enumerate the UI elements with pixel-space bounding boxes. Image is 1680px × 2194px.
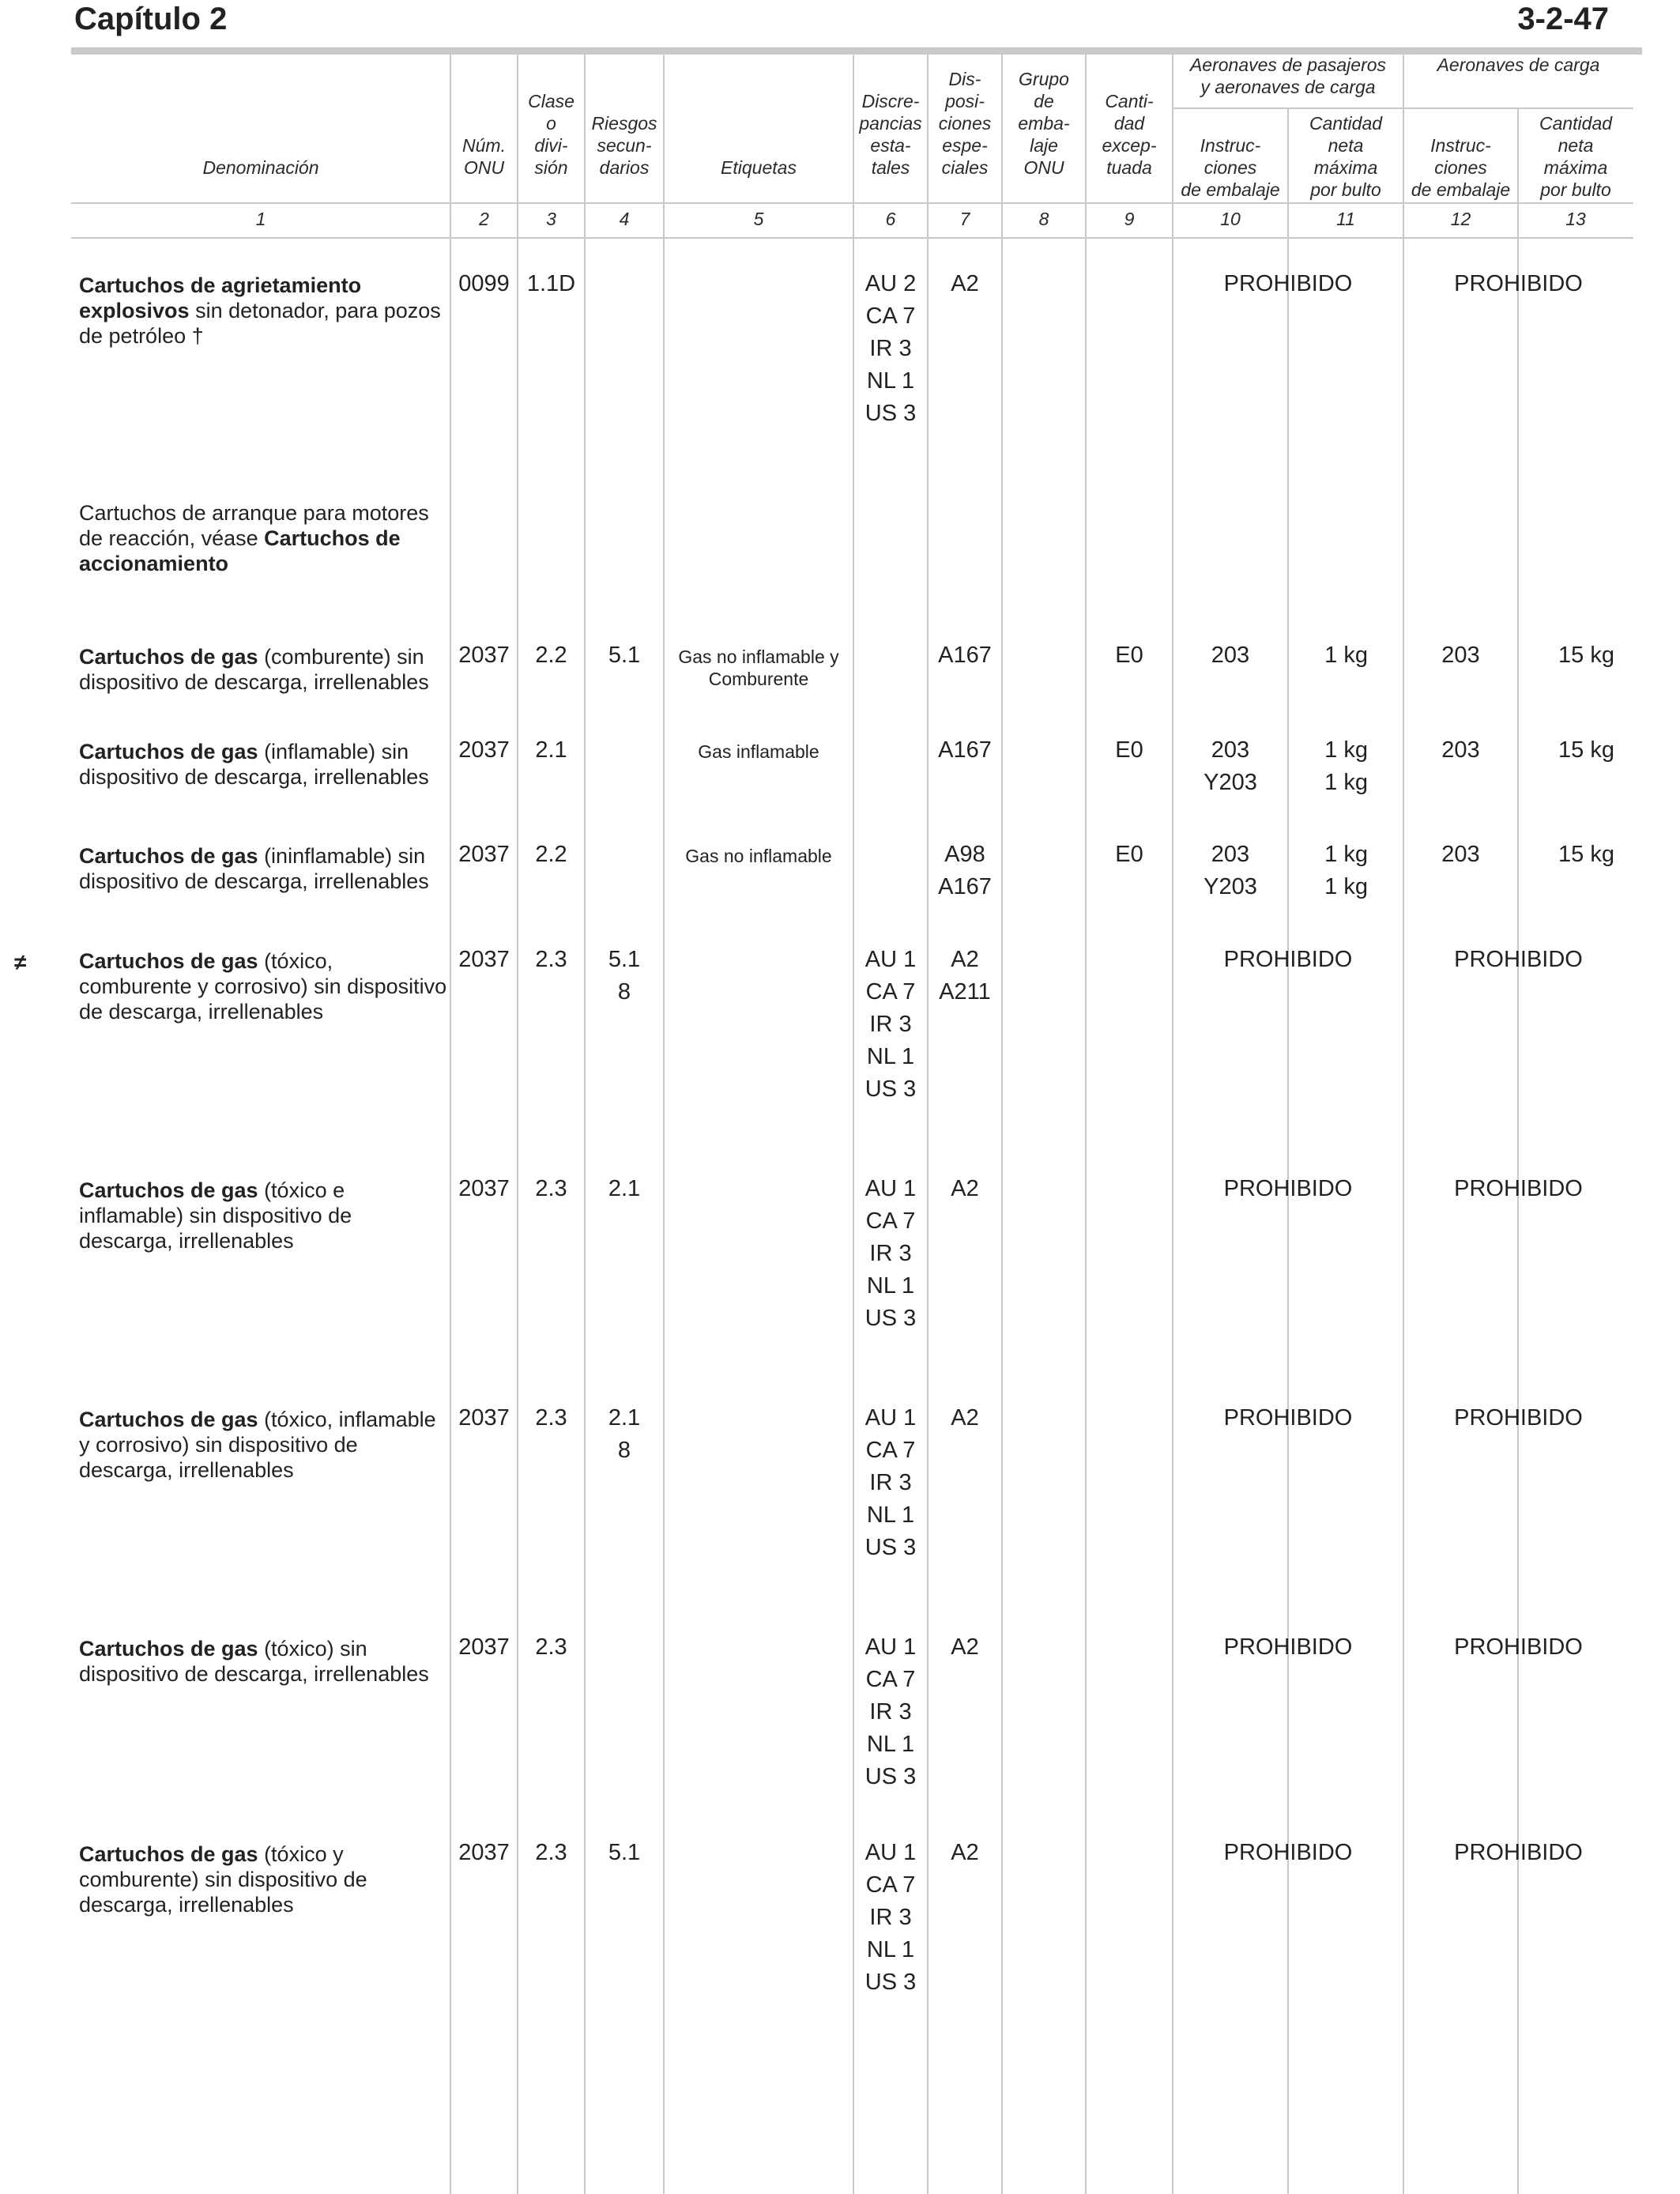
cell-line: A2 <box>951 1634 979 1660</box>
column-header-7: Dis- posi- ciones espe- ciales <box>938 69 992 178</box>
column-number: 7 <box>959 209 970 229</box>
max-qty-cargo: 15 kg <box>1558 643 1614 668</box>
cell-line: CA 7 <box>865 1208 916 1234</box>
column-number: 4 <box>619 209 630 229</box>
cell-line: US 3 <box>864 1970 917 1995</box>
column-number: 3 <box>546 209 556 229</box>
un-number: 2037 <box>458 1840 510 1865</box>
cell-line: CA 7 <box>865 979 916 1005</box>
cell-line: IR 3 <box>869 336 912 361</box>
cell-line: A2 <box>951 271 979 296</box>
chapter-title: Capítulo 2 <box>74 2 228 36</box>
cell-line: IR 3 <box>869 1470 912 1495</box>
prohibited-passenger: PROHIBIDO <box>1223 947 1353 972</box>
cell-line: CA 7 <box>865 1438 916 1463</box>
cell-line: A167 <box>938 874 992 899</box>
packing-instruction-pax <box>1173 734 1288 799</box>
un-number: 2037 <box>458 1405 510 1431</box>
entry-name-text: (inflamable) sin dispositivo de descarga, irrellenables <box>79 740 429 789</box>
column-divider <box>663 51 665 2194</box>
cell-line: NL 1 <box>866 368 915 394</box>
entry-name-text: Cartuchos de arranque para motores de reacción, véase <box>79 501 429 550</box>
cell-line: AU 1 <box>864 947 917 972</box>
state-variations <box>853 1631 928 1793</box>
entry-name-text: (tóxico y comburente) sin dispositivo de descarga, irrellenables <box>79 1842 367 1917</box>
subsidiary-risks <box>585 1173 664 1205</box>
un-number: 2037 <box>458 842 510 867</box>
column-divider <box>517 51 518 2194</box>
hazard-label: Gas no inflamable <box>685 846 832 866</box>
entry-name-text: (tóxico e inflamable) sin dispositivo de descarga, irrellenables <box>79 1178 352 1253</box>
entry-name-bold: Cartuchos de agrietamiento explosivos <box>79 273 362 322</box>
un-number: 2037 <box>458 947 510 972</box>
cell-line: 1 kg <box>1324 643 1368 668</box>
cell-line: A167 <box>938 643 992 668</box>
prohibited-cargo: PROHIBIDO <box>1454 1405 1583 1431</box>
excepted-quantity: E0 <box>1115 842 1143 867</box>
prohibited-passenger: PROHIBIDO <box>1223 1634 1353 1660</box>
cell-line: NL 1 <box>866 1732 915 1757</box>
prohibited-cargo: PROHIBIDO <box>1454 1634 1583 1660</box>
column-number: 9 <box>1124 209 1135 229</box>
state-variations <box>853 1402 928 1564</box>
column-header-2: Núm. ONU <box>462 135 506 178</box>
un-number: 2037 <box>458 737 510 763</box>
packing-instruction-cargo: 203 <box>1441 842 1480 867</box>
column-divider <box>1001 51 1003 2194</box>
entry-name-bold: Cartuchos de gas <box>79 1637 258 1661</box>
cell-line: CA 7 <box>865 1872 916 1898</box>
prohibited-cargo: PROHIBIDO <box>1454 1840 1583 1865</box>
column-number: 6 <box>885 209 896 229</box>
entry-name <box>79 948 450 1024</box>
class-division: 2.1 <box>535 737 567 763</box>
colnum-rule <box>71 237 1633 239</box>
cell-line: A2 <box>951 1176 979 1201</box>
cell-line: 5.1 <box>608 947 641 972</box>
excepted-quantity: E0 <box>1115 643 1143 668</box>
subsidiary-risks <box>585 639 664 672</box>
special-provisions <box>928 1402 1002 1434</box>
max-qty-pax <box>1288 839 1403 903</box>
column-header-9: Canti- dad excep- tuada <box>1102 91 1157 178</box>
cell-line: NL 1 <box>866 1044 915 1069</box>
state-variations <box>853 944 928 1106</box>
entry-name-text: (ininflamable) sin dispositivo de descarga, irrellenables <box>79 844 429 893</box>
un-number: 2037 <box>458 1176 510 1201</box>
prohibited-passenger: PROHIBIDO <box>1223 1840 1353 1865</box>
column-header-8: Grupo de emba- laje ONU <box>1018 69 1070 178</box>
cell-line: Y203 <box>1203 874 1257 899</box>
cell-line: CA 7 <box>865 303 916 329</box>
cell-line: IR 3 <box>869 1905 912 1930</box>
entry-name <box>79 1178 450 1253</box>
entry-name <box>79 500 450 576</box>
cell-line: NL 1 <box>866 1502 915 1528</box>
entry-name-text: (tóxico, inflamable y corrosivo) sin dispositivo de descarga, irrellenables <box>79 1408 436 1482</box>
un-number: 0099 <box>458 271 510 296</box>
cell-line: NL 1 <box>866 1937 915 1962</box>
header-bottom-rule <box>71 202 1633 204</box>
cell-line: A211 <box>939 979 991 1005</box>
cell-line: US 3 <box>864 1764 917 1789</box>
entry-name-bold: Cartuchos de gas <box>79 645 258 669</box>
header-group-passenger: Aeronaves de pasajeros y aeronaves de carga <box>1189 55 1387 97</box>
cell-line: AU 1 <box>864 1405 917 1431</box>
column-header-3: Clase o divi- sión <box>528 91 574 178</box>
hazard-label: Gas no inflamable y Comburente <box>678 647 839 689</box>
packing-instruction-cargo: 203 <box>1441 643 1480 668</box>
column-divider <box>1517 109 1519 2194</box>
cell-line: IR 3 <box>869 1699 912 1725</box>
class-division: 2.3 <box>535 1405 567 1431</box>
entry-name-bold: Cartuchos de gas <box>79 1842 258 1866</box>
column-header-1: Denominación <box>202 157 319 178</box>
column-header-5: Etiquetas <box>721 157 797 178</box>
special-provisions <box>928 1837 1002 1869</box>
cell-line: AU 1 <box>864 1634 917 1660</box>
cell-line: US 3 <box>864 401 917 426</box>
column-header-13: Cantidad neta máxima por bulto <box>1539 113 1613 200</box>
entry-name-text: (tóxico) sin dispositivo de descarga, irrellenables <box>79 1637 429 1686</box>
cell-line: 2.1 <box>608 1176 641 1201</box>
cell-line: IR 3 <box>869 1241 912 1266</box>
packing-instruction-pax <box>1173 839 1288 903</box>
class-division: 2.3 <box>535 1634 567 1660</box>
max-qty-cargo: 15 kg <box>1558 737 1614 763</box>
prohibited-cargo: PROHIBIDO <box>1454 947 1583 972</box>
entry-name-bold: Cartuchos de gas <box>79 740 258 763</box>
class-division: 1.1D <box>526 271 576 296</box>
entry-name-bold: Cartuchos de gas <box>79 1408 258 1431</box>
subsidiary-risks <box>585 1837 664 1869</box>
prohibited-passenger: PROHIBIDO <box>1223 1405 1353 1431</box>
column-header-4: Riesgos secun- darios <box>591 113 657 178</box>
column-divider <box>1403 51 1404 2194</box>
special-provisions <box>928 1631 1002 1664</box>
entry-name-text: (comburente) sin dispositivo de descarga, irrellenables <box>79 645 429 694</box>
state-variations <box>853 1173 928 1335</box>
entry-name-text: (tóxico, comburente y corrosivo) sin dispositivo de descarga, irrellenables <box>79 949 447 1023</box>
column-number: 10 <box>1220 209 1241 229</box>
column-number: 8 <box>1038 209 1049 229</box>
class-division: 2.3 <box>535 1840 567 1865</box>
column-header-6: Discre- pancias esta- tales <box>859 91 922 178</box>
column-number: 2 <box>479 209 489 229</box>
cell-line: 203 <box>1211 643 1250 668</box>
excepted-quantity: E0 <box>1115 737 1143 763</box>
prohibited-passenger: PROHIBIDO <box>1223 271 1353 296</box>
column-number: 12 <box>1450 209 1471 229</box>
revision-mark: ≠ <box>14 950 27 974</box>
cell-line: US 3 <box>864 1535 917 1560</box>
entry-name <box>79 843 450 894</box>
packing-instruction-pax <box>1173 639 1288 672</box>
prohibited-passenger: PROHIBIDO <box>1223 1176 1353 1201</box>
cell-line: 1 kg <box>1324 737 1368 763</box>
prohibited-cargo: PROHIBIDO <box>1454 1176 1583 1201</box>
column-header-12: Instruc- ciones de embalaje <box>1411 135 1511 200</box>
cell-line: 203 <box>1211 842 1250 867</box>
column-number: 11 <box>1336 209 1355 229</box>
entry-name <box>79 644 450 695</box>
cell-line: 5.1 <box>608 643 641 668</box>
max-qty-cargo: 15 kg <box>1558 842 1614 867</box>
entry-name-text: sin detonador, para pozos de petróleo † <box>79 299 441 348</box>
cell-line: A2 <box>951 947 979 972</box>
column-divider <box>584 51 586 2194</box>
cell-line: AU 1 <box>864 1840 917 1865</box>
cell-line: US 3 <box>864 1306 917 1331</box>
state-variations <box>853 268 928 430</box>
column-divider <box>1085 51 1087 2194</box>
cell-line: 5.1 <box>608 1840 641 1865</box>
class-division: 2.2 <box>535 842 567 867</box>
cell-line: A98 <box>944 842 985 867</box>
max-qty-pax <box>1288 639 1403 672</box>
special-provisions <box>928 734 1002 767</box>
header-group-cargo: Aeronaves de carga <box>1437 55 1600 75</box>
cell-line: NL 1 <box>866 1273 915 1299</box>
cell-line: US 3 <box>864 1076 917 1102</box>
class-division: 2.3 <box>535 1176 567 1201</box>
special-provisions <box>928 839 1002 903</box>
max-qty-pax <box>1288 734 1403 799</box>
cell-line: A167 <box>938 737 992 763</box>
cell-line: A2 <box>951 1840 979 1865</box>
column-divider <box>1287 109 1289 2194</box>
un-number: 2037 <box>458 643 510 668</box>
cell-line: 1 kg <box>1324 842 1368 867</box>
special-provisions <box>928 639 1002 672</box>
cell-line: Y203 <box>1203 770 1257 795</box>
cell-line: 2.1 <box>608 1405 641 1431</box>
cell-line: AU 2 <box>864 271 917 296</box>
subsidiary-risks <box>585 944 664 1008</box>
subsidiary-risks <box>585 1402 664 1467</box>
column-divider <box>1172 51 1173 2194</box>
entry-name <box>79 1842 450 1917</box>
entry-name-bold: Cartuchos de accionamiento <box>79 526 401 575</box>
packing-instruction-cargo: 203 <box>1441 737 1480 763</box>
cell-line: AU 1 <box>864 1176 917 1201</box>
cell-line: 1 kg <box>1324 770 1368 795</box>
column-header-10: Instruc- ciones de embalaje <box>1181 135 1280 200</box>
column-header-11: Cantidad neta máxima por bulto <box>1309 113 1383 200</box>
special-provisions <box>928 944 1002 1008</box>
cell-line: 8 <box>617 1438 631 1463</box>
entry-name-bold: Cartuchos de gas <box>79 949 258 973</box>
state-variations <box>853 1837 928 1999</box>
entry-name <box>79 739 450 790</box>
class-division: 2.2 <box>535 643 567 668</box>
entry-name-bold: Cartuchos de gas <box>79 844 258 868</box>
cell-line: CA 7 <box>865 1667 916 1692</box>
cell-line: 1 kg <box>1324 874 1368 899</box>
page-number: 3-2-47 <box>1517 2 1609 36</box>
hazard-label: Gas inflamable <box>698 741 819 762</box>
entry-name <box>79 273 450 349</box>
column-number: 1 <box>255 209 266 229</box>
entry-name <box>79 1636 450 1687</box>
prohibited-cargo: PROHIBIDO <box>1454 271 1583 296</box>
cell-line: 8 <box>617 979 631 1005</box>
entry-name-bold: Cartuchos de gas <box>79 1178 258 1202</box>
column-number: 13 <box>1565 209 1586 229</box>
cell-line: IR 3 <box>869 1012 912 1037</box>
special-provisions <box>928 268 1002 300</box>
class-division: 2.3 <box>535 947 567 972</box>
column-number: 5 <box>753 209 764 229</box>
special-provisions <box>928 1173 1002 1205</box>
cell-line: 203 <box>1211 737 1250 763</box>
entry-name <box>79 1407 450 1483</box>
un-number: 2037 <box>458 1634 510 1660</box>
cell-line: A2 <box>951 1405 979 1431</box>
